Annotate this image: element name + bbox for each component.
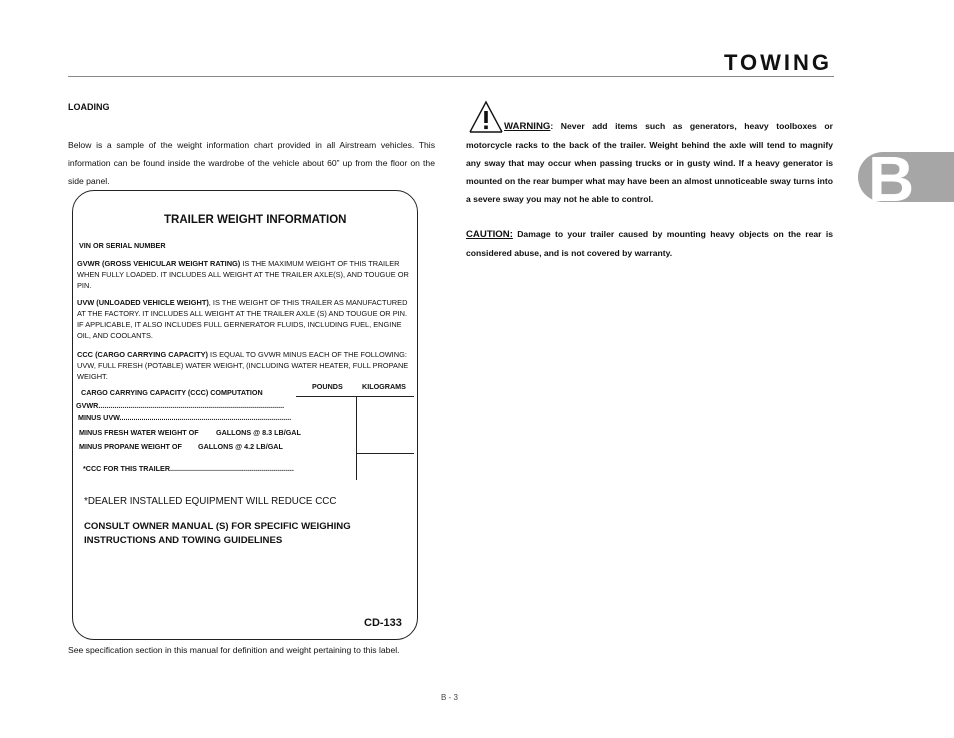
gvwr-row: GVWR............................................................................................. <box>76 401 285 410</box>
caution-keyword: CAUTION: <box>466 229 513 240</box>
uvw-term: UVW (UNLOADED VEHICLE WEIGHT) <box>77 298 209 307</box>
caution-paragraph <box>466 225 833 262</box>
gvwr-text: IS THE MAXIMUM WEIGHT OF THIS TRAILER WHEN FULLY LOADED. IT INCLUDES ALL WEIGHT AT THE TRAILER AXLE(S), AND TOUGUE OR PIN. <box>77 259 409 290</box>
header-rule <box>68 76 834 77</box>
uvw-definition <box>77 297 415 341</box>
propane-rate: GALLONS @ 4.2 LB/GAL <box>198 442 283 451</box>
gvwr-term: GVWR (GROSS VEHICULAR WEIGHT RATING) <box>77 259 241 268</box>
table-column-divider <box>356 396 357 480</box>
fresh-water-rate: GALLONS @ 8.3 LB/GAL <box>216 428 301 437</box>
caution-text: Damage to your trailer caused by mounting heavy objects on the rear is considered abuse, and is not covered by warranty. <box>466 229 833 258</box>
propane-row: MINUS PROPANE WEIGHT OF <box>79 442 182 451</box>
fresh-water-row: MINUS FRESH WATER WEIGHT OF <box>79 428 199 437</box>
label-title: TRAILER WEIGHT INFORMATION <box>164 214 347 226</box>
ccc-text: IS EQUAL TO GVWR MINUS EACH OF THE FOLLOWING: UVW, FULL FRESH (POTABLE) WATER WEIGHT, (INCLUDING WATER HEATER, FULL PROPANE WEIGHT. <box>77 350 409 381</box>
pounds-column-header: POUNDS <box>312 382 343 391</box>
intro-paragraph: Below is a sample of the weight information chart provided in all Airstream vehicles. This information can be found inside the wardrobe of the vehicle about 60” up from the floor on the side panel. <box>68 140 435 186</box>
gvwr-definition <box>77 258 415 291</box>
kilograms-column-header: KILOGRAMS <box>362 382 406 391</box>
ccc-term: CCC (CARGO CARRYING CAPACITY) <box>77 350 208 359</box>
warning-keyword: WARNING <box>504 121 551 132</box>
ccc-total-row: *CCC FOR THIS TRAILER.............................................................. <box>83 464 294 473</box>
ccc-definition <box>77 349 415 382</box>
consult-note: CONSULT OWNER MANUAL (S) FOR SPECIFIC WEIGHING INSTRUCTIONS AND TOWING GUIDELINES <box>84 521 351 546</box>
ccc-computation-row: CARGO CARRYING CAPACITY (CCC) COMPUTATION <box>81 388 263 397</box>
vin-line: VIN OR SERIAL NUMBER <box>79 241 166 250</box>
warning-text: : Never add items such as generators, heavy toolboxes or motorcycle racks to the back of the trailer. Weight behind the axle will tend to magnify any sway that may occur when passing trucks or in gusty wind. If a heavy generator is mounted on the rear bumper what may have been an almost unnoticeable sway turns into a severe sway you may not he able to control. <box>466 121 833 204</box>
dealer-note: *DEALER INSTALLED EQUIPMENT WILL REDUCE CCC <box>84 496 337 507</box>
table-total-rule <box>356 453 414 454</box>
warning-paragraph <box>466 117 833 208</box>
uvw-row: MINUS UVW...................................................................................... <box>78 413 292 422</box>
outro-paragraph: See specification section in this manual for definition and weight pertaining to this label. <box>68 645 400 655</box>
section-tab-letter: B <box>868 143 915 215</box>
page-number: B - 3 <box>441 693 458 702</box>
page-title: TOWING <box>723 50 832 75</box>
uvw-text: , IS THE WEIGHT OF THIS TRAILER AS MANUFACTURED AT THE FACTORY. IT INCLUDES ALL WEIGHT AT THE TRAILER AXLE (S) AND TOUGUE OR PIN. IF APPLICABLE, IT ALSO INCLUDES FULL GERNERATOR FLUIDS, INCLUDING FUEL, ENGINE OIL, AND COOLANTS. <box>77 298 408 340</box>
form-number: CD-133 <box>364 617 402 629</box>
loading-heading: LOADING <box>68 102 110 112</box>
table-top-rule <box>296 396 414 397</box>
